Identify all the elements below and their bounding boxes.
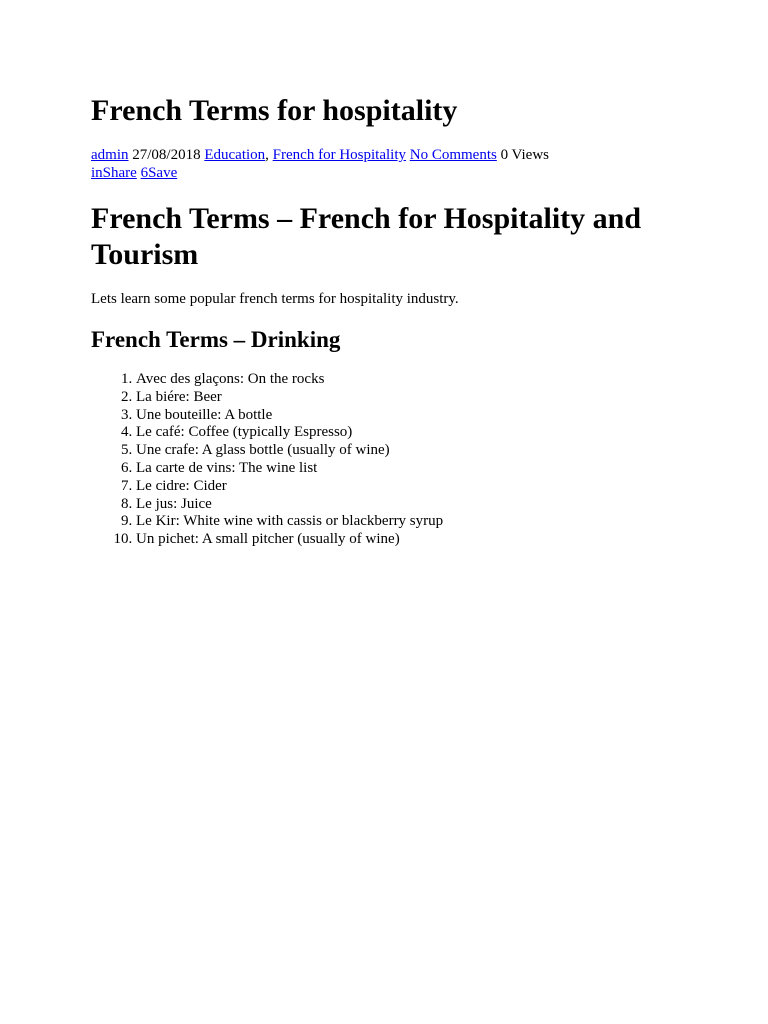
save-link[interactable]: 6Save bbox=[140, 165, 178, 181]
comments-link[interactable]: No Comments bbox=[409, 147, 497, 163]
list-item: 9. Le Kir: White wine with cassis or blackberry syrup bbox=[136, 513, 443, 531]
category-separator: , bbox=[265, 147, 269, 163]
list-item: 8. Le jus: Juice bbox=[136, 496, 443, 514]
linkedin-share-link[interactable]: inShare bbox=[91, 165, 137, 181]
views-count: 0 Views bbox=[500, 147, 549, 163]
list-item: 5. Une crafe: A glass bottle (usually of wine) bbox=[136, 442, 443, 460]
intro-paragraph: Lets learn some popular french terms for hospitality industry. bbox=[91, 291, 459, 307]
list-item: 4. Le café: Coffee (typically Espresso) bbox=[136, 424, 443, 442]
list-item: 7. Le cidre: Cider bbox=[136, 478, 443, 496]
post-date: 27/08/2018 bbox=[132, 147, 201, 163]
list-item: 3. Une bouteille: A bottle bbox=[136, 407, 443, 425]
post-meta bbox=[91, 146, 549, 164]
list-item: 6. La carte de vins: The wine list bbox=[136, 460, 443, 478]
drinking-subheading: French Terms – Drinking bbox=[91, 327, 341, 352]
list-item: 2. La biére: Beer bbox=[136, 389, 443, 407]
list-item: 1. Avec des glaçons: On the rocks bbox=[136, 371, 443, 389]
drinking-terms-list bbox=[91, 371, 443, 549]
category-link-french-for-hospitality[interactable]: French for Hospitality bbox=[272, 147, 406, 163]
category-link-education[interactable]: Education bbox=[204, 147, 266, 163]
author-link[interactable]: admin bbox=[91, 147, 129, 163]
section-title: French Terms – French for Hospitality and Tourism bbox=[91, 202, 642, 271]
page-title: French Terms for hospitality bbox=[91, 94, 458, 127]
share-links bbox=[91, 164, 177, 182]
list-item: 10. Un pichet: A small pitcher (usually of wine) bbox=[136, 531, 443, 549]
